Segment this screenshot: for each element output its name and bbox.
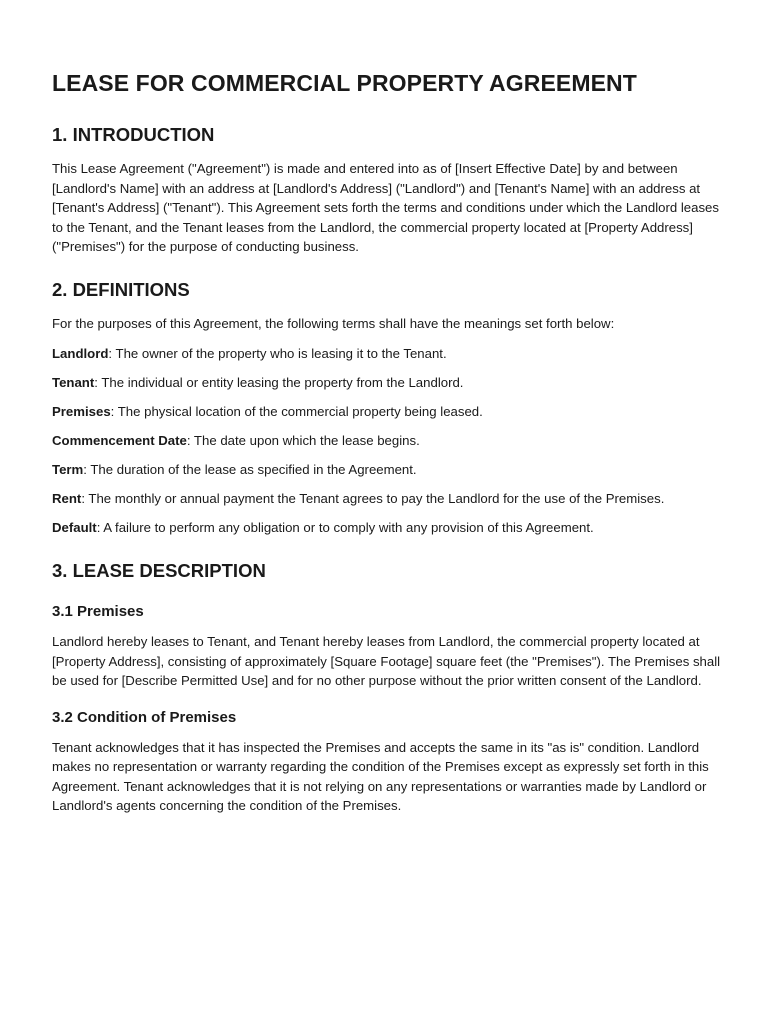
definition-item — [52, 344, 724, 364]
definition-term: Commencement Date — [52, 432, 187, 448]
section-definitions-heading: 2. DEFINITIONS — [52, 279, 190, 301]
definition-term: Tenant — [52, 374, 95, 390]
definition-text: : The monthly or annual payment the Tenant agrees to pay the Landlord for the use of the Premises. — [81, 491, 665, 507]
definition-text: : A failure to perform any obligation or to comply with any provision of this Agreement. — [96, 520, 594, 536]
subsection-premises-heading: 3.1 Premises — [52, 603, 144, 621]
definition-item — [52, 489, 724, 509]
condition-paragraph: Tenant acknowledges that it has inspected the Premises and accepts the same in its "as is" condition. Landlord makes no representation or warranty regarding the condition of the Premises except as expressly set forth in this Agreement. Tenant acknowledges that it is not relying on any representations or warranties made by Landlord or Landlord's agents concerning the condition of the Premises. — [52, 739, 709, 814]
section-introduction-heading: 1. INTRODUCTION — [52, 124, 215, 145]
premises-paragraph: Landlord hereby leases to Tenant, and Tenant hereby leases from Landlord, the commercial property located at [Property Address], consisting of approximately [Square Footage] square feet (the "Premises"). The Premises shall be used for [Describe Permitted Use] and for no other purpose without the prior written consent of the Landlord. — [52, 634, 721, 689]
definition-item — [52, 460, 724, 480]
definition-item — [52, 402, 724, 422]
document-title: LEASE FOR COMMERCIAL PROPERTY AGREEMENT — [52, 70, 637, 96]
definition-text: : The physical location of the commercial property being leased. — [110, 403, 483, 419]
definition-text: : The individual or entity leasing the property from the Landlord. — [94, 374, 464, 390]
definition-text: : The owner of the property who is leasing it to the Tenant. — [108, 345, 447, 361]
section-lease-description-heading: 3. LEASE DESCRIPTION — [52, 560, 266, 582]
definitions-intro: For the purposes of this Agreement, the following terms shall have the meanings set forth below: — [52, 316, 615, 332]
definition-item — [52, 518, 724, 538]
document-page — [52, 68, 724, 825]
subsection-condition-heading: 3.2 Condition of Premises — [52, 708, 237, 726]
definition-term: Default — [52, 520, 97, 536]
definition-term: Rent — [52, 491, 82, 507]
definition-term: Term — [52, 461, 84, 477]
definition-item — [52, 373, 724, 393]
definition-text: : The date upon which the lease begins. — [186, 432, 420, 448]
definition-text: : The duration of the lease as specified in the Agreement. — [83, 461, 417, 477]
definition-term: Premises — [52, 403, 111, 419]
definition-item — [52, 431, 724, 451]
introduction-paragraph: This Lease Agreement ("Agreement") is made and entered into as of [Insert Effective Date] by and between [Landlord's Name] with an address at [Landlord's Address] ("Landlord") and [Tenant's Name] with an address at [Tenant's Address] ("Tenant"). This Agreement sets forth the terms and conditions under which the Landlord leases to the Tenant, and the Tenant leases from the Landlord, the commercial property located at [Property Address] ("Premises") for the purpose of conducting business. — [52, 161, 719, 255]
definition-term: Landlord — [52, 345, 109, 361]
